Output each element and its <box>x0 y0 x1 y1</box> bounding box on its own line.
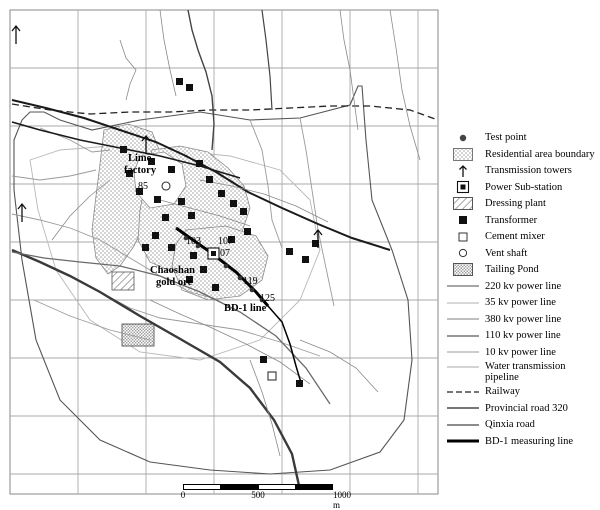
legend-item-bd1-measuring-line <box>446 434 598 450</box>
legend-item-vent-shaft <box>446 246 598 262</box>
legend-label-tailing-pond: Tailing Pond <box>485 264 539 275</box>
scale-tick-1000: 1000 m <box>333 490 351 510</box>
test-point-icon <box>446 131 480 145</box>
legend-label-vent-shaft: Vent shaft <box>485 247 528 259</box>
legend-item-power-line-380kv <box>446 312 598 328</box>
map-label-bd1-line: BD-1 line <box>224 303 267 314</box>
legend-label-water-transmission-pipeline: Water transmission pipeline <box>485 361 566 383</box>
legend-label-dressing-plant: Dressing plant <box>485 198 546 209</box>
legend-item-cement-mixer <box>446 229 598 245</box>
legend-label-power-line-110kv: 110 kv power line <box>485 330 561 341</box>
line-380kv-icon <box>446 312 480 326</box>
legend-label-railway: Railway <box>485 386 520 397</box>
scale-bar-labels <box>180 490 363 510</box>
provincial-road-icon <box>446 401 480 415</box>
dressing-plant-area <box>112 272 134 290</box>
power-sub-station-symbol <box>208 248 219 259</box>
legend-item-power-line-10kv <box>446 345 598 361</box>
legend-label-transmission-towers: Transmission towers <box>485 165 572 176</box>
bd1-line-icon <box>446 434 480 448</box>
line-35kv-icon <box>446 296 480 310</box>
qinxia-road-icon <box>446 418 480 432</box>
legend-label-qinxia-road: Qinxia road <box>485 419 535 430</box>
scale-bar <box>180 484 363 510</box>
legend <box>446 130 598 450</box>
legend-item-transmission-towers <box>446 163 598 179</box>
line-110kv-icon <box>446 329 480 343</box>
cement-mixer-symbol <box>268 372 276 380</box>
scale-tick-0: 0 <box>180 490 186 500</box>
legend-label-cement-mixer: Cement mixer <box>485 231 545 242</box>
legend-item-tailing-pond <box>446 262 598 278</box>
arrow-up-icon <box>446 164 480 178</box>
double-square-icon <box>446 180 480 194</box>
map-label-85: 85 <box>138 181 148 192</box>
map-label-107: 107 <box>218 236 233 247</box>
map-label-lime-1: Lime <box>128 153 152 164</box>
map-label-lime-2: factory <box>124 165 157 176</box>
legend-label-transformer: Transformer <box>485 214 538 226</box>
map-label-chaoshan-1: Chaoshan <box>150 265 195 276</box>
water-pipeline-icon <box>446 361 480 373</box>
legend-label-power-sub-station: Power Sub-station <box>485 181 563 193</box>
legend-item-railway <box>446 384 598 400</box>
legend-item-power-line-35kv <box>446 295 598 311</box>
legend-label-power-line-220kv: 220 kv power line <box>485 280 562 292</box>
tailing-pond-area <box>122 324 154 346</box>
scale-tick-500: 500 <box>251 490 265 500</box>
legend-item-test-point <box>446 130 598 146</box>
hatch-box-icon <box>446 197 480 211</box>
legend-item-power-sub-station <box>446 180 598 196</box>
legend-item-transformer <box>446 213 598 229</box>
legend-item-water-transmission-pipeline <box>446 361 598 383</box>
open-square-icon <box>446 230 480 244</box>
railway-icon <box>446 385 480 399</box>
residential-area-icon <box>446 147 480 161</box>
map-label-103: 103 <box>186 236 201 247</box>
legend-label-provincial-road-320: Provincial road 320 <box>485 402 568 414</box>
legend-item-provincial-road-320 <box>446 401 598 417</box>
open-circle-icon <box>446 246 480 260</box>
legend-label-residential-area-boundary: Residential area boundary <box>485 148 595 160</box>
vent-shaft-symbol <box>162 182 170 190</box>
legend-item-power-line-110kv <box>446 328 598 344</box>
line-10kv-icon <box>446 345 480 359</box>
legend-label-power-line-35kv: 35 kv power line <box>485 297 556 308</box>
map-label-chaoshan-2: gold ore <box>156 277 193 288</box>
legend-label-power-line-380kv: 380 kv power line <box>485 313 562 325</box>
legend-label-power-line-10kv: 10 kv power line <box>485 346 556 358</box>
filled-square-icon <box>446 213 480 227</box>
map-label-07: 07 <box>220 248 230 259</box>
dense-stipple-box-icon <box>446 263 480 277</box>
legend-item-power-line-220kv <box>446 279 598 295</box>
map-label-119: 119 <box>243 276 258 287</box>
legend-item-qinxia-road <box>446 417 598 433</box>
legend-label-bd1-measuring-line: BD-1 measuring line <box>485 435 574 447</box>
map-label-125: 125 <box>260 293 275 304</box>
line-220kv-icon <box>446 279 480 293</box>
legend-label-test-point: Test point <box>485 132 527 143</box>
legend-item-dressing-plant <box>446 196 598 212</box>
legend-item-residential-area-boundary <box>446 147 598 163</box>
